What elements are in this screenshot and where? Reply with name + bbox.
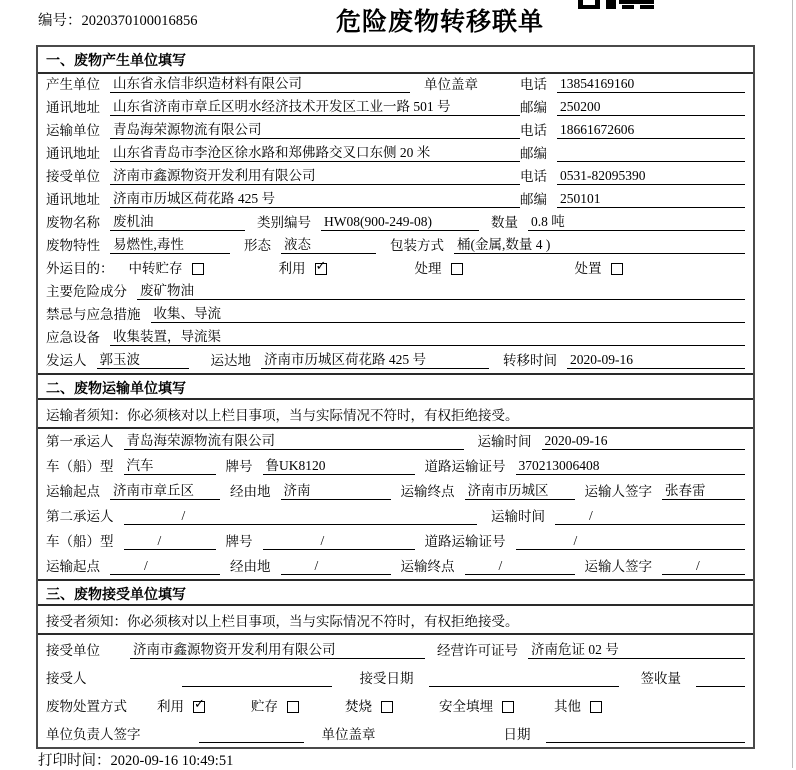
zip-label: 邮编	[520, 146, 547, 161]
purpose-option-dispose	[575, 260, 623, 277]
disposal-option-storage	[251, 698, 299, 715]
checkbox-dispose	[611, 263, 623, 275]
transporter-label: 运输单位	[46, 123, 100, 138]
unit-seal-label: 单位盖章	[424, 77, 478, 92]
checkbox-utilize	[315, 263, 327, 275]
acceptor-label: 接受人	[46, 671, 87, 686]
option-label: 中转贮存	[128, 261, 183, 276]
receiver-zip-value: 250101	[557, 190, 745, 208]
sign2-value: /	[662, 557, 745, 575]
sign1-value: 张春雷	[662, 482, 745, 500]
vehicle2-value: /	[124, 532, 216, 550]
cert1-value: 370213006408	[516, 457, 746, 475]
date-label: 日期	[503, 727, 531, 742]
via-label: 经由地	[230, 559, 271, 574]
producer-label: 产生单位	[46, 77, 100, 92]
vehicle-label: 车（船）型	[46, 534, 114, 549]
destination-label: 运达地	[210, 353, 251, 368]
vehicle1-value: 汽车	[124, 457, 216, 475]
origin-label: 运输起点	[46, 559, 100, 574]
option-label: 利用	[157, 699, 184, 714]
form-value: 液态	[281, 236, 376, 254]
carrier-sign-label: 运输人签字	[584, 559, 652, 574]
date-value	[546, 726, 746, 743]
transport-time1-value: 2020-09-16	[542, 432, 746, 450]
row-producer-unit	[38, 74, 753, 97]
row-emergency-measures	[38, 304, 753, 327]
option-label: 处理	[414, 261, 442, 276]
row-producer-address	[38, 97, 753, 120]
row-transporter-address	[38, 143, 753, 166]
carrier-sign-label: 运输人签字	[584, 484, 652, 499]
row-route2	[38, 554, 753, 579]
transporter-value: 青岛海荣源物流有限公司	[110, 121, 520, 139]
section-receiver-title: 三、废物接受单位填写	[38, 579, 753, 606]
origin2-value: /	[110, 557, 220, 575]
quantity-value: 0.8 吨	[528, 213, 745, 231]
accept-date-label: 接受日期	[359, 671, 414, 686]
equipment-label: 应急设备	[46, 330, 100, 345]
origin1-value: 济南市章丘区	[110, 482, 220, 500]
section-producer	[38, 47, 753, 373]
disposal-option-utilize	[157, 698, 205, 715]
print-time	[38, 749, 233, 770]
plate-label: 牌号	[225, 534, 253, 549]
plate2-value: /	[263, 532, 415, 550]
sign-qty-value	[696, 670, 745, 687]
end2-value: /	[465, 557, 575, 575]
transporter-notice: 运输者须知：你必须核对以上栏目事项，当与实际情况不符时，有权拒绝接受。	[38, 400, 753, 429]
receiver-value: 济南市鑫源物资开发利用有限公司	[110, 167, 520, 185]
sign-qty-label: 签收量	[640, 671, 681, 686]
checkbox-utilize	[193, 701, 205, 713]
end1-value: 济南市历城区	[465, 482, 575, 500]
qr-block	[619, 0, 654, 4]
via1-value: 济南	[281, 482, 391, 500]
disposal-option-incinerate	[345, 698, 393, 715]
checkbox-treat	[451, 263, 463, 275]
hazard-value: 废矿物油	[137, 282, 745, 300]
section-receiver	[38, 579, 753, 747]
transporter-address-value: 山东省青岛市李沧区徐水路和郑佛路交叉口东侧 20 米	[110, 144, 520, 162]
row-receiver-address	[38, 189, 753, 212]
section-transporter	[38, 373, 753, 579]
receiver-phone-value: 0531-82095390	[557, 167, 745, 185]
road-cert-label: 道路运输证号	[424, 534, 506, 549]
checkbox-incinerate	[381, 701, 393, 713]
receiver-label: 接受单位	[46, 169, 100, 184]
form-label: 形态	[244, 238, 271, 253]
shipper-label: 发运人	[46, 353, 87, 368]
qr-block	[606, 0, 616, 9]
purpose-label: 外运目的：	[46, 261, 114, 276]
unit-seal-label: 单位盖章	[321, 727, 376, 742]
license-label: 经营许可证号	[437, 643, 518, 658]
manager-sign-value	[199, 726, 304, 743]
producer-address-value: 山东省济南市章丘区明水经济技术开发区工业一路 501 号	[110, 98, 520, 116]
carrier1-value: 青岛海荣源物流有限公司	[124, 432, 464, 450]
carrier2-label: 第二承运人	[46, 509, 114, 524]
end-label: 运输终点	[400, 484, 455, 499]
cert2-value: /	[516, 532, 746, 550]
transporter-zip-value	[557, 145, 745, 162]
packing-value: 桶(金属,数量 4 )	[454, 236, 745, 254]
carrier2-value: /	[124, 507, 478, 525]
row-disposal-method	[38, 691, 753, 719]
qr-code-fragment-icon	[578, 0, 656, 9]
option-label: 其他	[554, 699, 581, 714]
page-title: 危险废物转移联单	[335, 8, 544, 36]
checkbox-other	[590, 701, 602, 713]
qr-block	[578, 0, 600, 9]
phone-label: 电话	[520, 123, 547, 138]
row-shipper	[38, 350, 753, 373]
emergency-label: 禁忌与应急措施	[46, 307, 141, 322]
row-first-carrier	[38, 429, 753, 454]
category-label: 类别编号	[257, 215, 311, 230]
disposal-label: 废物处置方式	[46, 699, 127, 714]
purpose-option-treat	[415, 260, 463, 277]
row-transfer-purpose	[38, 258, 753, 281]
phone-label: 电话	[520, 169, 547, 184]
zip-label: 邮编	[520, 192, 547, 207]
carrier1-label: 第一承运人	[46, 434, 114, 449]
disposal-option-other	[554, 698, 602, 715]
address-label: 通讯地址	[46, 100, 100, 115]
end-label: 运输终点	[400, 559, 455, 574]
transporter-phone-value: 18661672606	[557, 121, 745, 139]
checkbox-transfer-storage	[192, 263, 204, 275]
row-vehicle1	[38, 454, 753, 479]
purpose-option-utilize	[279, 260, 327, 277]
row-accept-unit	[38, 635, 753, 663]
option-label: 安全填埋	[439, 699, 493, 714]
page-edge-divider	[792, 0, 793, 768]
accept-unit-value: 济南市鑫源物资开发利用有限公司	[130, 641, 425, 659]
address-label: 通讯地址	[46, 192, 100, 207]
checkbox-storage	[287, 701, 299, 713]
section-transporter-title: 二、废物运输单位填写	[38, 373, 753, 400]
phone-label: 电话	[520, 77, 547, 92]
equipment-value: 收集装置，导流渠	[110, 328, 745, 346]
packing-label: 包装方式	[390, 238, 444, 253]
serial-value: 2020370100016856	[81, 13, 198, 29]
accept-date-value	[429, 670, 619, 687]
destination-value: 济南市历城区荷花路 425 号	[261, 351, 489, 369]
receiver-address-value: 济南市历城区荷花路 425 号	[110, 190, 520, 208]
transport-time-label: 运输时间	[491, 509, 545, 524]
waste-name-label: 废物名称	[46, 215, 100, 230]
accept-unit-label: 接受单位	[46, 643, 100, 658]
checkbox-landfill	[502, 701, 514, 713]
row-second-carrier	[38, 504, 753, 529]
transfer-time-label: 转移时间	[503, 353, 557, 368]
row-manager-sign	[38, 719, 753, 747]
hazard-label: 主要危险成分	[46, 284, 127, 299]
via-label: 经由地	[230, 484, 271, 499]
disposal-option-landfill	[439, 698, 514, 715]
category-code-value: HW08(900-249-08)	[321, 213, 479, 231]
waste-name-value: 废机油	[110, 213, 245, 231]
transport-time2-value: /	[555, 507, 745, 525]
transport-time-label: 运输时间	[477, 434, 532, 449]
option-label: 贮存	[251, 699, 278, 714]
qr-block	[622, 5, 634, 9]
vehicle-label: 车（船）型	[46, 459, 114, 474]
print-time-label: 打印时间：	[38, 753, 111, 769]
quantity-label: 数量	[491, 215, 518, 230]
emergency-value: 收集、导流	[151, 305, 746, 323]
row-route1	[38, 479, 753, 504]
producer-zip-value: 250200	[557, 98, 745, 116]
option-label: 利用	[278, 261, 306, 276]
producer-phone-value: 13854169160	[557, 75, 745, 93]
road-cert-label: 道路运输证号	[424, 459, 506, 474]
acceptor-value	[182, 670, 332, 687]
print-time-value: 2020-09-16 10:49:51	[110, 753, 234, 769]
row-waste-trait	[38, 235, 753, 258]
transfer-time-value: 2020-09-16	[567, 351, 745, 369]
address-label: 通讯地址	[46, 146, 100, 161]
via2-value: /	[281, 557, 391, 575]
section-producer-title: 一、废物产生单位填写	[38, 47, 753, 74]
row-emergency-equipment	[38, 327, 753, 350]
row-waste-name	[38, 212, 753, 235]
option-label: 处置	[574, 261, 602, 276]
manager-sign-label: 单位负责人签字	[46, 727, 141, 742]
row-hazard-component	[38, 281, 753, 304]
license-value: 济南危证 02 号	[528, 641, 745, 659]
row-transporter-unit	[38, 120, 753, 143]
receiver-notice: 接受者须知：你必须核对以上栏目事项，当与实际情况不符时，有权拒绝接受。	[38, 606, 753, 635]
manifest-form	[36, 45, 755, 749]
shipper-value: 郭玉波	[97, 351, 189, 369]
serial-label: 编号：	[38, 13, 82, 29]
row-receiver-unit	[38, 166, 753, 189]
row-acceptor	[38, 663, 753, 691]
producer-value: 山东省永信非织造材料有限公司	[110, 75, 410, 93]
row-vehicle2	[38, 529, 753, 554]
option-label: 焚烧	[345, 699, 372, 714]
purpose-option-transfer-storage	[129, 260, 204, 277]
trait-label: 废物特性	[46, 238, 100, 253]
origin-label: 运输起点	[46, 484, 100, 499]
trait-value: 易燃性,毒性	[110, 236, 230, 254]
plate1-value: 鲁UK8120	[263, 457, 415, 475]
plate-label: 牌号	[225, 459, 253, 474]
qr-block	[640, 5, 654, 9]
zip-label: 邮编	[520, 100, 547, 115]
